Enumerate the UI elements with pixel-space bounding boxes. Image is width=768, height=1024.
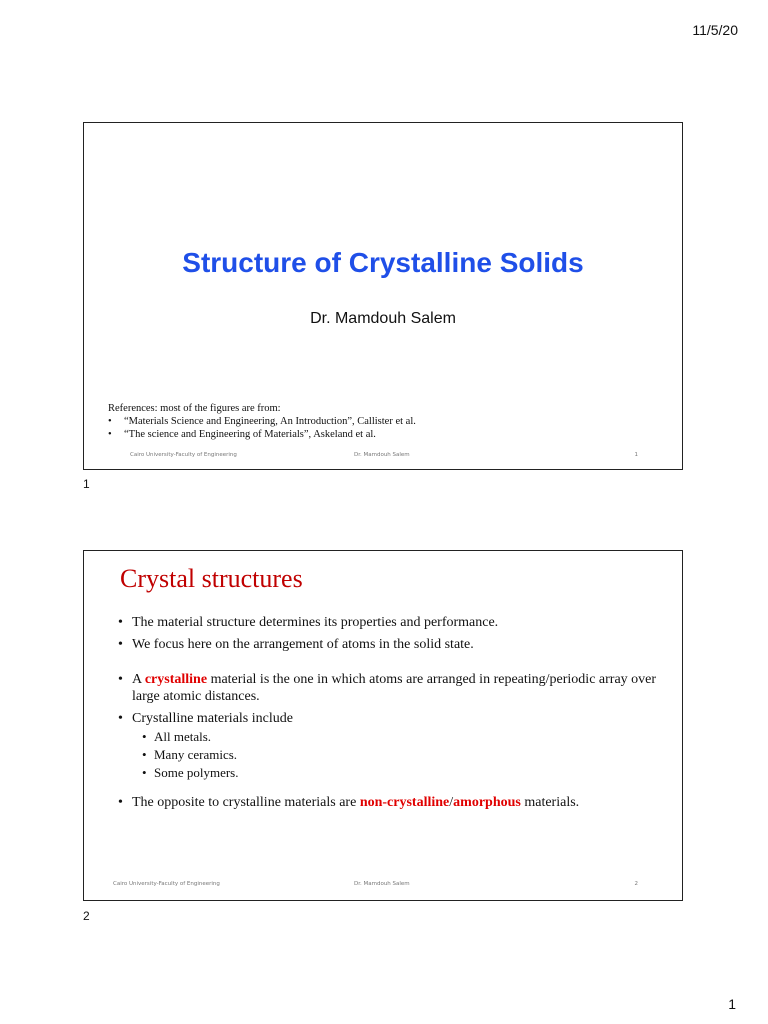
highlight-term: non-crystalline — [359, 795, 450, 810]
separator-slash: / — [449, 795, 454, 810]
footer-author: Dr. Mamdouh Salem — [354, 452, 410, 458]
bullet-item — [118, 636, 658, 653]
bullet-item — [118, 671, 658, 705]
bullet-text: Crystalline materials include — [132, 711, 293, 726]
reference-item — [108, 428, 648, 441]
bullet-icon: • — [118, 672, 123, 687]
bullet-item — [118, 794, 658, 811]
highlight-term: amorphous — [453, 795, 521, 810]
slide-1 — [83, 122, 683, 470]
bullet-icon: • — [118, 637, 123, 652]
bullet-text: We focus here on the arrangement of atoms in the solid state. — [132, 637, 474, 652]
slide-index: 2 — [83, 909, 90, 923]
bullet-icon: • — [142, 729, 147, 744]
bullet-icon: • — [118, 795, 123, 810]
sub-bullet-text: Many ceramics. — [154, 747, 238, 762]
bullet-text: The material structure determines its properties and performance. — [132, 615, 499, 630]
bullet-text-post: materials. — [520, 795, 580, 810]
bullet-icon: • — [118, 711, 123, 726]
slide-footer — [84, 881, 682, 891]
references-heading: References: most of the figures are from: — [108, 403, 281, 414]
slide-body — [118, 614, 658, 816]
reference-text: “Materials Science and Engineering, An Introduction”, Callister et al. — [124, 416, 416, 427]
slide-2 — [83, 550, 683, 901]
bullet-item — [118, 710, 658, 727]
sub-bullet-item — [118, 764, 658, 782]
slide-footer — [84, 452, 682, 462]
page-date: 11/5/20 — [692, 22, 738, 38]
footer-institution: Cairo University-Faculty of Engineering — [113, 881, 220, 887]
sub-bullet-item — [118, 728, 658, 746]
footer-author: Dr. Mamdouh Salem — [354, 881, 410, 887]
slide-author: Dr. Mamdouh Salem — [310, 310, 456, 327]
bullet-item — [118, 614, 658, 631]
sub-bullet-item — [118, 746, 658, 764]
sub-bullet-text: Some polymers. — [154, 765, 239, 780]
bullet-icon: • — [142, 765, 147, 780]
slide-title: Crystal structures — [120, 564, 303, 593]
slide-title: Structure of Crystalline Solids — [182, 247, 584, 278]
footer-slide-number: 1 — [634, 452, 638, 458]
slide-index: 1 — [83, 477, 90, 491]
bullet-icon: • — [108, 416, 112, 427]
reference-item — [108, 415, 648, 428]
references-block — [108, 402, 648, 441]
bullet-text-pre: The opposite to crystalline materials are — [132, 795, 360, 810]
bullet-icon: • — [142, 747, 147, 762]
bullet-text-post: material is the one in which atoms are arranged in repeating/periodic array over large atomic distances. — [132, 672, 657, 704]
sub-bullet-text: All metals. — [154, 729, 212, 744]
page-number: 1 — [728, 996, 736, 1012]
bullet-text-pre: A — [132, 672, 145, 687]
footer-slide-number: 2 — [634, 881, 638, 887]
bullet-icon: • — [118, 615, 123, 630]
bullet-icon: • — [108, 429, 112, 440]
footer-institution: Cairo University-Faculty of Engineering — [130, 452, 237, 458]
reference-text: “The science and Engineering of Materials”, Askeland et al. — [124, 429, 376, 440]
highlight-term: crystalline — [144, 672, 208, 687]
